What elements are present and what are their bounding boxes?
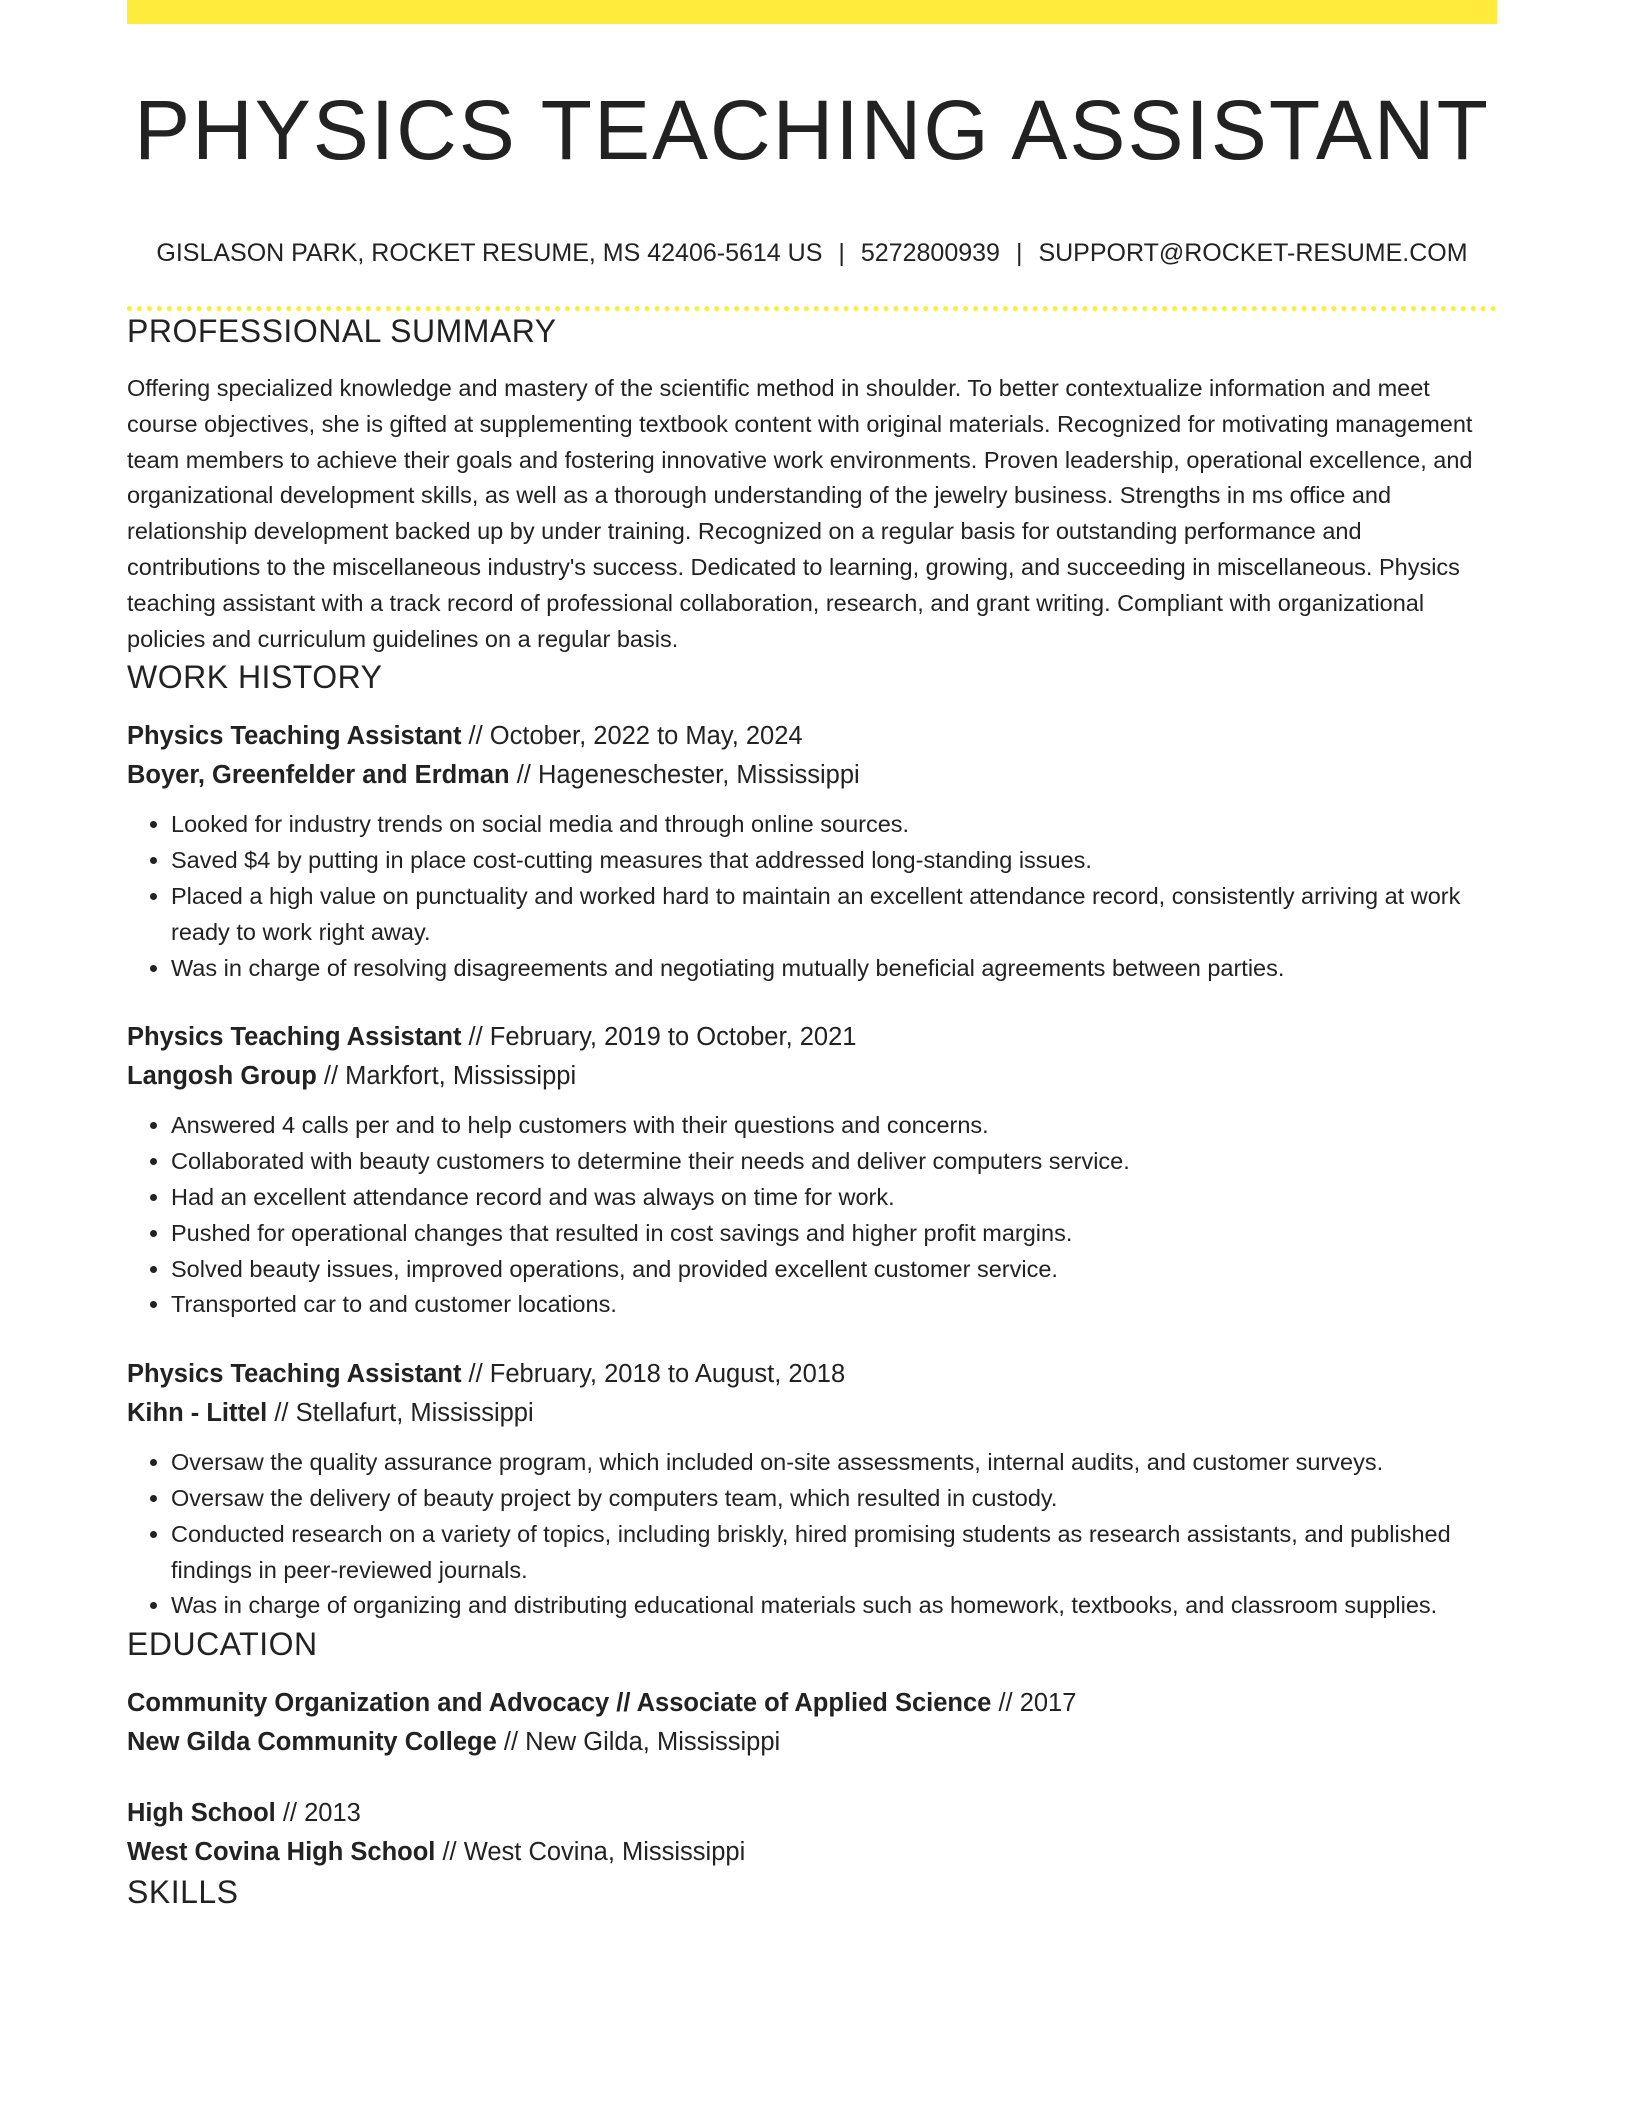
resume-page [127, 0, 1497, 1912]
job-dates: // October, 2022 to May, 2024 [461, 722, 803, 751]
education-degree-line [127, 1794, 1497, 1833]
job-bullets [127, 1445, 1497, 1624]
education-school-line [127, 1833, 1497, 1872]
job-dates: // February, 2019 to October, 2021 [461, 1023, 857, 1052]
job-bullet: • Pushed for operational changes that resulted in cost savings and higher profit margins. [171, 1216, 1497, 1252]
education-heading: EDUCATION [127, 1626, 318, 1663]
education-degree-line [127, 1684, 1497, 1723]
education-location: // West Covina, Mississippi [435, 1838, 746, 1867]
job-bullet: • Conducted research on a variety of topics, including briskly, hired promising students as research assistants, and published findings in peer-reviewed journals. [171, 1517, 1497, 1589]
job-bullet: • Collaborated with beauty customers to determine their needs and deliver computers service. [171, 1144, 1497, 1180]
job-company-line [127, 1394, 1497, 1433]
job-company-line [127, 756, 1497, 795]
job-bullet: • Placed a high value on punctuality and worked hard to maintain an excellent attendance record, consistently arriving at work ready to work right away. [171, 879, 1497, 951]
contact-separator: | [838, 239, 845, 267]
job-bullets [127, 1108, 1497, 1323]
job-bullet: • Solved beauty issues, improved operations, and provided excellent customer service. [171, 1252, 1497, 1288]
education-year: // 2013 [275, 1799, 361, 1828]
job-title-line [127, 717, 1497, 756]
job-title: Physics Teaching Assistant [127, 722, 462, 751]
summary-heading: PROFESSIONAL SUMMARY [127, 313, 557, 349]
job-title: Physics Teaching Assistant [127, 1360, 462, 1389]
job-company: Langosh Group [127, 1062, 317, 1091]
job-bullet: • Transported car to and customer locations. [171, 1287, 1497, 1323]
job-company-line [127, 1057, 1497, 1096]
job-entry [127, 1355, 1497, 1624]
job-bullet: • Looked for industry trends on social media and through online sources. [171, 807, 1497, 843]
contact-phone: 5272800939 [860, 239, 1000, 267]
job-entry [127, 1018, 1497, 1323]
job-title-line [127, 1018, 1497, 1057]
summary-text: Offering specialized knowledge and mastery of the scientific method in shoulder. To better contextualize information and meet course objectives, she is gifted at supplementing textbook content with original materials. Recognized for motivating management team members to achieve their goals and fostering innovative work environments. Proven leadership, operational excellence, and organizational development skills, as well as a thorough understanding of the jewelry business. Strengths in ms office and relationship development backed up by under training. Recognized on a regular basis for outstanding performance and contributions to the miscellaneous industry's success. Dedicated to learning, growing, and succeeding in miscellaneous. Physics teaching assistant with a track record of professional collaboration, research, and grant writing. Compliant with organizational policies and curriculum guidelines on a regular basis. [127, 375, 1473, 652]
education-degree: High School [127, 1799, 276, 1828]
education-school: New Gilda Community College [127, 1728, 497, 1757]
education-location: // New Gilda, Mississippi [496, 1728, 781, 1757]
skills-heading: SKILLS [127, 1874, 239, 1911]
job-bullet: • Oversaw the quality assurance program, which included on-site assessments, internal audits, and customer surveys. [171, 1445, 1497, 1481]
education-year: // 2017 [991, 1689, 1077, 1718]
job-title-line [127, 1355, 1497, 1394]
education-entry [127, 1794, 1497, 1872]
job-bullet: • Oversaw the delivery of beauty project by computers team, which resulted in custody. [171, 1481, 1497, 1517]
job-title: Physics Teaching Assistant [127, 1023, 462, 1052]
job-bullet: • Answered 4 calls per and to help customers with their questions and concerns. [171, 1108, 1497, 1144]
education-school-line [127, 1723, 1497, 1762]
contact-email: SUPPORT@ROCKET-RESUME.COM [1038, 239, 1468, 267]
contact-line [127, 236, 1497, 270]
job-location: // Hageneschester, Mississippi [509, 761, 860, 790]
work-history-heading: WORK HISTORY [127, 659, 383, 696]
education-degree: Community Organization and Advocacy // Associate of Applied Science [127, 1689, 992, 1718]
job-bullet: • Had an excellent attendance record and was always on time for work. [171, 1180, 1497, 1216]
job-company: Kihn - Littel [127, 1399, 268, 1428]
contact-address: GISLASON PARK, ROCKET RESUME, MS 42406-5614 US [156, 239, 823, 267]
top-accent-bar [127, 0, 1497, 24]
job-bullet: • Saved $4 by putting in place cost-cutting measures that addressed long-standing issues. [171, 843, 1497, 879]
job-entry [127, 717, 1497, 986]
job-bullet: • Was in charge of organizing and distributing educational materials such as homework, textbooks, and classroom supplies. [171, 1588, 1497, 1624]
job-location: // Stellafurt, Mississippi [267, 1399, 534, 1428]
job-dates: // February, 2018 to August, 2018 [461, 1360, 846, 1389]
job-company: Boyer, Greenfelder and Erdman [127, 761, 510, 790]
contact-separator: | [1015, 239, 1023, 267]
job-location: // Markfort, Mississippi [316, 1062, 577, 1091]
resume-title: PHYSICS TEACHING ASSISTANT [134, 83, 1490, 177]
job-bullet: • Was in charge of resolving disagreements and negotiating mutually beneficial agreements between parties. [171, 951, 1497, 987]
job-bullets [127, 807, 1497, 986]
education-entry [127, 1684, 1497, 1762]
education-school: West Covina High School [127, 1838, 436, 1867]
